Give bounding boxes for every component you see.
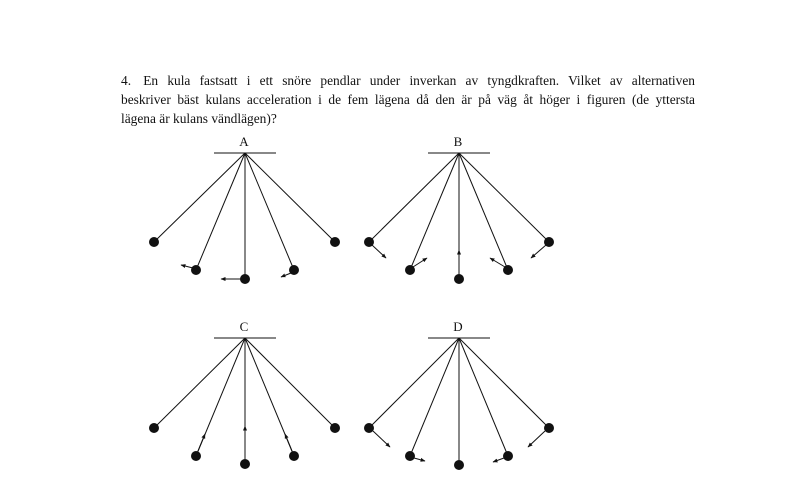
acceleration-arrow: [181, 265, 193, 268]
ball: [240, 274, 250, 284]
acceleration-arrow: [373, 431, 390, 447]
question-line-2: beskriver bäst kulans acceleration i de fem lägena då den är på väg åt höger i figuren (de yttersta: [121, 92, 695, 107]
panel-d-strings: [369, 338, 549, 465]
acceleration-arrow: [493, 458, 504, 462]
panel-b-label: B: [453, 134, 463, 149]
acceleration-arrow: [414, 458, 425, 461]
ball: [330, 237, 340, 247]
ball: [503, 451, 513, 461]
acceleration-arrow: [531, 245, 546, 258]
ball: [544, 423, 554, 433]
acceleration-arrow: [285, 434, 292, 451]
acceleration-arrow: [528, 431, 545, 447]
acceleration-arrow: [490, 258, 505, 267]
question-number: 4.: [121, 73, 132, 88]
ball: [149, 237, 159, 247]
panel-c: [149, 319, 340, 469]
ball: [149, 423, 159, 433]
ball: [364, 423, 374, 433]
acceleration-arrow: [372, 245, 386, 258]
ball: [330, 423, 340, 433]
panel-b: [364, 134, 554, 284]
ball: [191, 451, 201, 461]
acceleration-arrow: [281, 273, 291, 277]
panel-c-label: C: [239, 319, 249, 334]
panel-a: [149, 134, 340, 284]
question-line-1-text: En kula fastsatt i ett snöre pendlar under inverkan av tyngdkraften. Vilket av alternativen: [143, 73, 695, 88]
question-line-3: lägena är kulans vändlägen)?: [121, 111, 277, 126]
panel-a-label: A: [239, 134, 249, 149]
acceleration-arrow: [413, 258, 427, 267]
panel-d-label: D: [453, 319, 463, 334]
ball: [240, 459, 250, 469]
ball: [454, 274, 464, 284]
panel-d: [364, 319, 554, 470]
ball: [191, 265, 201, 275]
panel-c-arrows: [198, 426, 292, 459]
ball: [289, 451, 299, 461]
ball: [405, 451, 415, 461]
ball: [454, 460, 464, 470]
acceleration-arrow: [198, 434, 205, 451]
panel-a-strings: [154, 153, 335, 279]
